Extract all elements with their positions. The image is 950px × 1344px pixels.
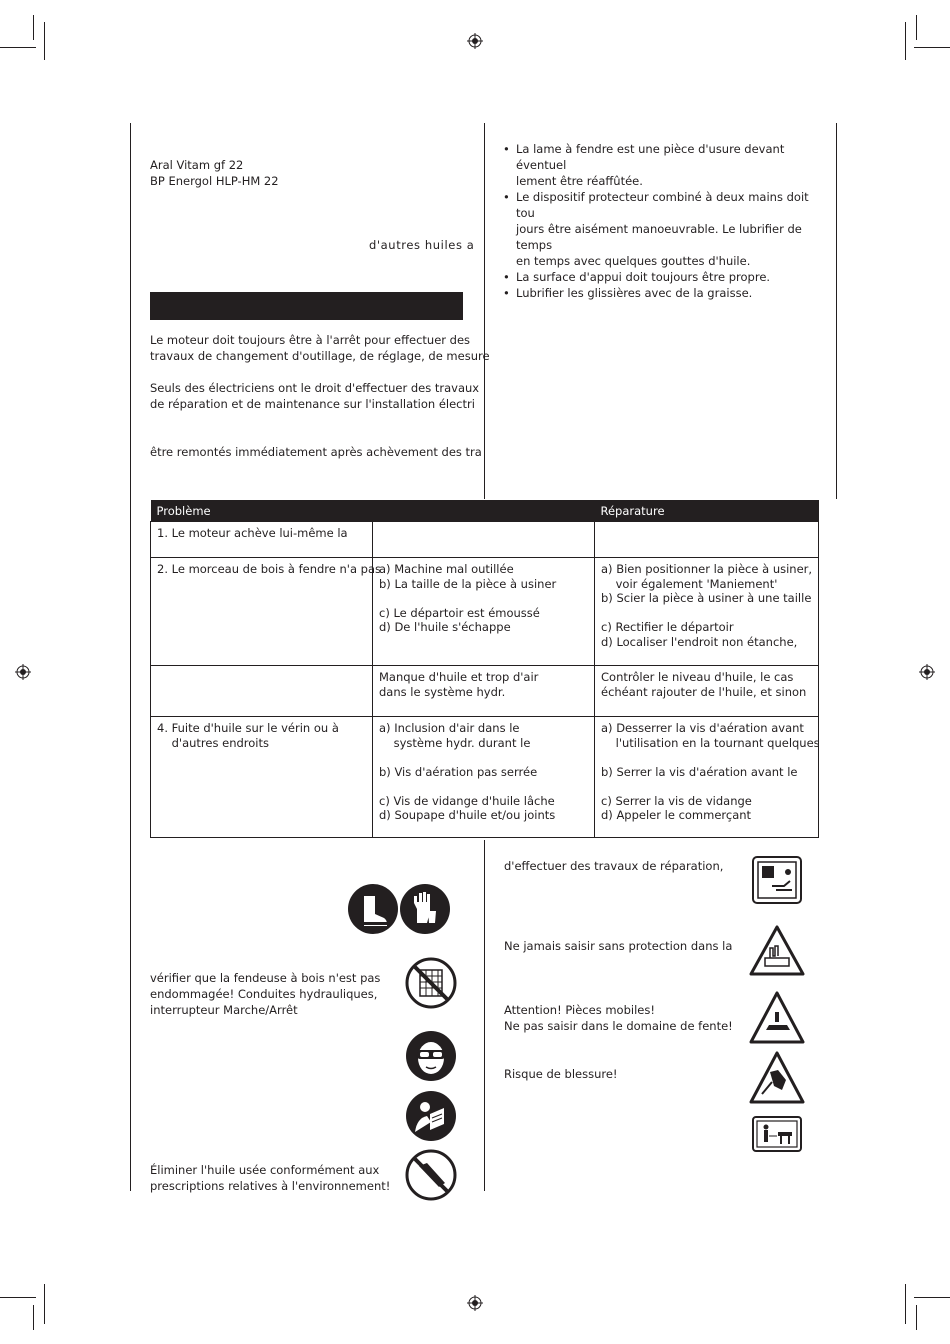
moving-parts-text: Ne pas saisir dans le domaine de fente!	[504, 1019, 733, 1033]
table-row	[151, 558, 819, 666]
gloves-icon	[399, 883, 451, 935]
maintenance-line: être remontés immédiatement après achèvement des tra	[150, 445, 482, 459]
column-header-repair: Réparature	[595, 500, 819, 522]
table-header-row	[151, 500, 819, 522]
registration-mark	[467, 33, 483, 49]
maintenance-line: Seuls des électriciens ont le droit d'effectuer des travaux	[150, 381, 480, 395]
cause-cell: a) Machine mal outillée b) La taille de la pièce à usiner c) Le départoir est émoussé d) De l'huile s'échappe	[373, 558, 595, 666]
hand-hazard-icon	[748, 924, 806, 978]
crop-mark	[905, 1284, 906, 1324]
registration-mark	[15, 664, 31, 680]
problem-cell: 1. Le moteur achève lui-même la	[151, 522, 373, 558]
check-text: interrupteur Marche/Arrêt	[150, 1003, 298, 1017]
right-column-rule	[836, 123, 837, 499]
repair-text: d'effectuer des travaux de réparation,	[504, 859, 724, 873]
maintenance-line: travaux de changement d'outillage, de réglage, de mesure	[150, 349, 490, 363]
moving-parts-text: Attention! Pièces mobiles!	[504, 1003, 655, 1017]
crop-mark	[914, 1297, 950, 1298]
crop-mark	[0, 1297, 36, 1298]
registration-mark	[919, 664, 935, 680]
read-manual-icon	[405, 1090, 457, 1142]
oil-disposal-text: prescriptions relatives à l'environnement!	[150, 1179, 391, 1193]
cause-cell: Manque d'huile et trop d'air dans le système hydr.	[373, 666, 595, 717]
check-text: endommagée! Conduites hydrauliques,	[150, 987, 378, 1001]
problem-cell: 4. Fuite d'huile sur le vérin ou à d'autres endroits	[151, 717, 373, 838]
repair-cell: a) Bien positionner la pièce à usiner, voir également 'Maniement' b) Scier la pièce à usiner à une taille c) Rectifier le départoir d) Localiser l'endroit non étanche,	[595, 558, 819, 666]
unplug-icon	[752, 856, 802, 904]
table-row	[151, 717, 819, 838]
troubleshooting-table	[150, 500, 819, 838]
column-header-cause	[373, 500, 595, 522]
maintenance-line: Le moteur doit toujours être à l'arrêt pour effectuer des	[150, 333, 471, 347]
column-header-problem: Problème	[151, 500, 373, 522]
oil-item: Aral Vitam gf 22	[150, 158, 244, 172]
table-row	[151, 522, 819, 558]
maintenance-line: de réparation et de maintenance sur l'installation électri	[150, 397, 475, 411]
boots-icon	[347, 883, 399, 935]
no-reach-icon	[405, 957, 457, 1009]
maintenance-bullets	[503, 141, 823, 301]
crop-mark	[916, 15, 917, 40]
check-text: vérifier que la fendeuse à bois n'est pas	[150, 971, 381, 985]
repair-cell: Contrôler le niveau d'huile, le cas échéant rajouter de l'huile, et sinon	[595, 666, 819, 717]
crop-mark	[905, 22, 906, 60]
problem-cell: 2. Le morceau de bois à fendre n'a pas	[151, 558, 373, 666]
repair-cell: a) Desserrer la vis d'aération avant l'utilisation en la tournant quelques b) Serrer la vis d'aération avant le c) Serrer la vis de vidange d) Appeler le commerçant	[595, 717, 819, 838]
section-heading-bar	[150, 292, 463, 320]
registration-mark	[467, 1295, 483, 1311]
cause-cell: a) Inclusion d'air dans le système hydr. durant le b) Vis d'aération pas serrée c) Vis de vidange d'huile lâche d) Soupape d'huile et/ou joints	[373, 717, 595, 838]
left-column-rule	[130, 123, 131, 1191]
crop-mark	[33, 1305, 34, 1330]
bullet-item: • Le dispositif protecteur combiné à deux mains doit tou jours être aisément manoeuvrable. Le lubrifier de temps en temps avec quelques gouttes d'huile.	[503, 189, 823, 269]
injury-icon	[748, 1050, 806, 1106]
protection-text: Ne jamais saisir sans protection dans la	[504, 939, 733, 953]
repair-cell	[595, 522, 819, 558]
oil-disposal-text: Éliminer l'huile usée conformément aux	[150, 1163, 380, 1177]
crop-mark	[0, 47, 36, 48]
bullet-item: • La lame à fendre est une pièce d'usure devant éventuel lement être réaffûtée.	[503, 141, 823, 189]
crop-mark	[33, 15, 34, 40]
distance-icon	[752, 1116, 802, 1152]
crop-mark	[916, 1305, 917, 1330]
bullet-item: • Lubrifier les glissières avec de la graisse.	[503, 285, 823, 301]
crop-mark	[914, 47, 950, 48]
goggles-icon	[405, 1030, 457, 1082]
other-oils-text: d'autres huiles a	[369, 238, 475, 252]
crop-mark	[44, 22, 45, 60]
bullet-item: • La surface d'appui doit toujours être propre.	[503, 269, 823, 285]
center-column-rule-lower	[484, 840, 485, 1191]
injury-text: Risque de blessure!	[504, 1067, 618, 1081]
no-tool-icon	[405, 1149, 457, 1201]
table-row	[151, 666, 819, 717]
moving-parts-icon	[748, 990, 806, 1046]
oil-item: BP Energol HLP-HM 22	[150, 174, 279, 188]
crop-mark	[44, 1284, 45, 1324]
center-column-rule	[484, 123, 485, 499]
cause-cell	[373, 522, 595, 558]
problem-cell	[151, 666, 373, 717]
